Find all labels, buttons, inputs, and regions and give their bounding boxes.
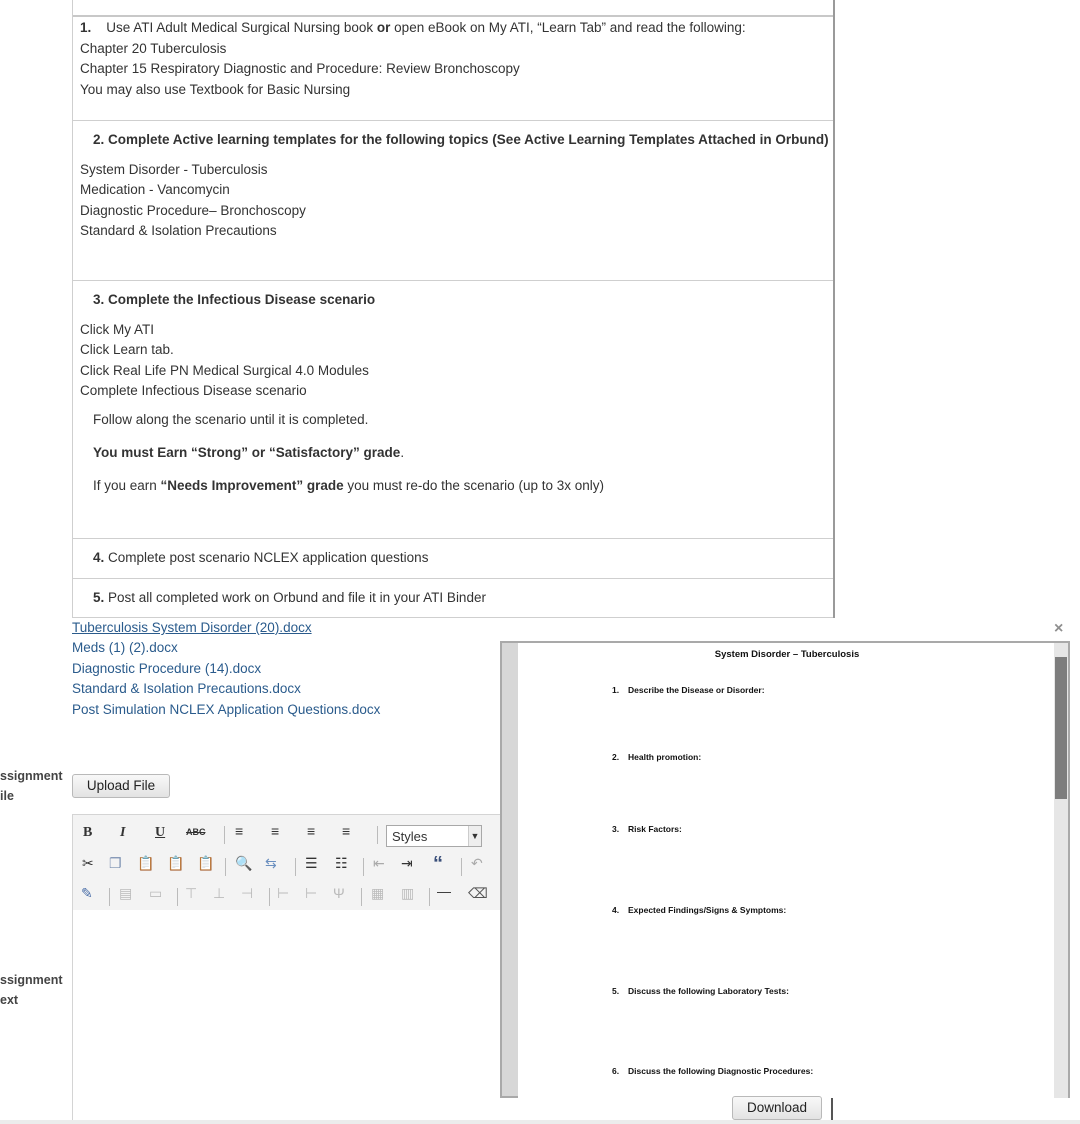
table-icon[interactable]: ▤ — [119, 885, 133, 901]
scrollbar-thumb[interactable] — [1055, 657, 1067, 799]
undo-icon[interactable]: ↶ — [471, 855, 483, 871]
document-item: 4. Expected Findings/Signs & Symptoms: — [612, 905, 787, 915]
cut-icon[interactable]: ✂ — [82, 855, 94, 871]
cell-icon[interactable]: ▭ — [149, 885, 163, 901]
step-3-line: Click Real Life PN Medical Surgical 4.0 Modules — [80, 363, 369, 378]
document-item: 6. Discuss the following Diagnostic Procedures: — [612, 1066, 814, 1076]
document-item: 2. Health promotion: — [612, 752, 702, 762]
align-center-icon[interactable]: ≡ — [271, 823, 280, 839]
separator — [269, 888, 270, 906]
find-icon[interactable]: 🔍 — [235, 855, 253, 871]
align-left-icon[interactable]: ≡ — [235, 823, 244, 839]
step-3-needs: If you earn “Needs Improvement” grade you must re-do the scenario (up to 3x only) — [93, 478, 604, 493]
separator — [295, 858, 296, 876]
divider — [73, 280, 833, 281]
step-1-line: You may also use Textbook for Basic Nursing — [80, 82, 351, 97]
divider — [0, 1120, 1080, 1124]
assignment-file-label: ssignment ile — [0, 769, 63, 803]
attachment-link[interactable]: Meds (1) (2).docx — [72, 640, 178, 655]
divider — [73, 15, 833, 17]
preview-scrollbar[interactable] — [1054, 643, 1068, 1098]
align-right-icon[interactable]: ≡ — [307, 823, 316, 839]
indent-icon[interactable]: ⇥ — [401, 855, 413, 871]
separator — [461, 858, 462, 876]
paste-text-icon[interactable]: 📋 — [167, 855, 185, 871]
step-2-line: Standard & Isolation Precautions — [80, 223, 277, 238]
editor-toolbar — [72, 814, 504, 912]
step-1-intro: 1. Use ATI Adult Medical Surgical Nursing book or open eBook on My ATI, “Learn Tab” and read the following: — [80, 20, 746, 35]
insert-col-after-icon[interactable]: ⊢ — [305, 885, 318, 901]
step-2-line: System Disorder - Tuberculosis — [80, 162, 268, 177]
paste-icon[interactable]: 📋 — [137, 855, 155, 871]
attachment-link[interactable]: Standard & Isolation Precautions.docx — [72, 681, 301, 696]
separator — [225, 858, 226, 876]
chevron-down-icon: ▼ — [468, 826, 481, 846]
insert-col-before-icon[interactable]: ⊢ — [277, 885, 290, 901]
delete-col-icon[interactable]: Ψ — [333, 885, 345, 901]
document-item: 5. Discuss the following Laboratory Tests: — [612, 986, 789, 996]
horizontal-rule-icon[interactable]: — — [437, 883, 451, 899]
attachment-link[interactable]: Diagnostic Procedure (14).docx — [72, 661, 262, 676]
step-1-line: Chapter 15 Respiratory Diagnostic and Procedure: Review Bronchoscopy — [80, 61, 520, 76]
align-justify-icon[interactable]: ≡ — [342, 823, 351, 839]
upload-file-button[interactable]: Upload File — [72, 774, 170, 798]
separator — [429, 888, 430, 906]
separator — [177, 888, 178, 906]
separator — [361, 888, 362, 906]
step-1-line: Chapter 20 Tuberculosis — [80, 41, 227, 56]
step-4: 4. Complete post scenario NCLEX application questions — [93, 550, 429, 565]
separator — [363, 858, 364, 876]
step-3-line: Click My ATI — [80, 322, 154, 337]
numbered-list-icon[interactable]: ☷ — [335, 855, 348, 871]
download-button[interactable]: Download — [732, 1096, 822, 1120]
eraser-icon[interactable]: ⌫ — [468, 885, 488, 901]
edit-source-icon[interactable]: ✎ — [81, 885, 93, 901]
delete-row-icon[interactable]: ⊣ — [241, 885, 254, 901]
document-item: 3. Risk Factors: — [612, 824, 682, 834]
instructions-panel — [72, 0, 835, 618]
insert-row-before-icon[interactable]: ⊤ — [185, 885, 198, 901]
document-title: System Disorder – Tuberculosis — [714, 649, 860, 660]
italic-button[interactable]: I — [120, 825, 126, 840]
step-2-heading: 2. Complete Active learning templates for the following topics (See Active Learning Templates Attached in Orbund) — [93, 132, 829, 147]
strikethrough-button[interactable]: ABC — [186, 827, 206, 837]
separator — [377, 826, 378, 844]
merge-cells-icon[interactable]: ▦ — [371, 885, 385, 901]
divider — [73, 617, 833, 618]
document-item: 1. Describe the Disease or Disorder: — [612, 685, 765, 695]
blockquote-icon[interactable]: “ — [433, 853, 443, 875]
document-preview-modal — [500, 641, 1070, 1098]
outdent-icon[interactable]: ⇤ — [373, 855, 385, 871]
step-2-line: Diagnostic Procedure– Bronchoscopy — [80, 203, 306, 218]
divider — [73, 578, 833, 579]
assignment-text-label: ssignment ext — [0, 973, 63, 1007]
separator — [224, 826, 225, 844]
divider — [73, 538, 833, 539]
underline-button[interactable]: U — [155, 825, 166, 840]
attachment-link[interactable]: Tuberculosis System Disorder (20).docx — [72, 620, 312, 635]
step-2-line: Medication - Vancomycin — [80, 182, 230, 197]
step-5: 5. Post all completed work on Orbund and file it in your ATI Binder — [93, 590, 486, 605]
step-3-follow: Follow along the scenario until it is completed. — [93, 412, 369, 427]
step-3-heading: 3. Complete the Infectious Disease scenario — [93, 292, 376, 307]
attachment-link[interactable]: Post Simulation NCLEX Application Questions.docx — [72, 702, 381, 717]
divider — [73, 120, 833, 121]
assignment-text-editor[interactable] — [72, 910, 503, 1124]
step-3-line: Complete Infectious Disease scenario — [80, 383, 307, 398]
styles-dropdown[interactable]: Styles ▼ — [386, 825, 482, 847]
bold-button[interactable]: B — [83, 825, 93, 840]
close-icon[interactable]: × — [1054, 620, 1064, 637]
document-page — [518, 643, 1056, 1098]
step-3-line: Click Learn tab. — [80, 342, 174, 357]
insert-row-after-icon[interactable]: ⊥ — [213, 885, 226, 901]
step-3-earn: You must Earn “Strong” or “Satisfactory” grade. — [93, 445, 405, 460]
copy-icon[interactable]: ❐ — [109, 855, 122, 871]
replace-icon[interactable]: ⇆ — [265, 855, 277, 871]
split-cells-icon[interactable]: ▥ — [401, 885, 415, 901]
bulleted-list-icon[interactable]: ☰ — [305, 855, 318, 871]
separator — [109, 888, 110, 906]
paste-word-icon[interactable]: 📋 — [197, 855, 215, 871]
divider — [831, 1098, 833, 1120]
